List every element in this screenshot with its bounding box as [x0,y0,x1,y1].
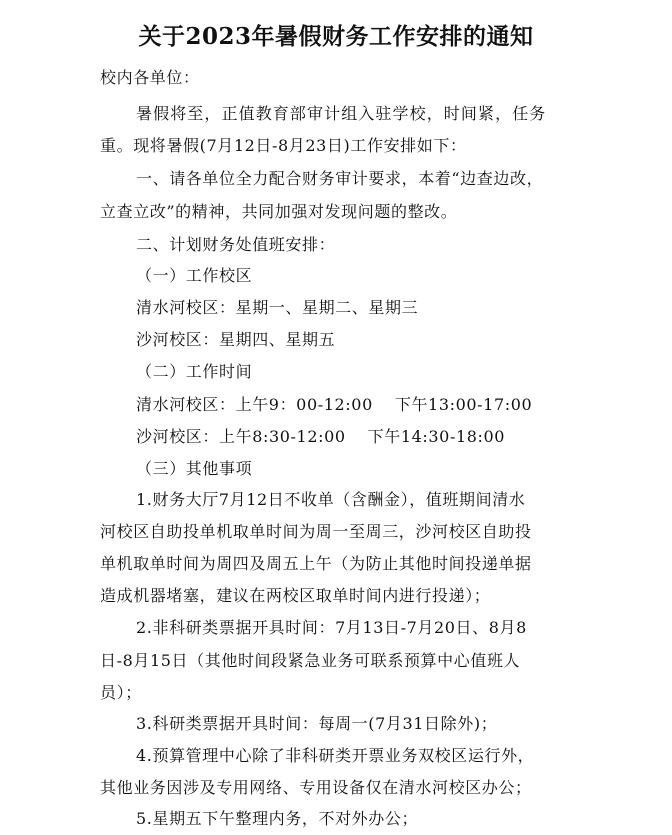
item-1-line-4: 造成机器堵塞，建议在两校区取单时间内进行投递）； [100,586,491,605]
item-4-line-2: 其他业务因涉及专用网络、专用设备仅在清水河校区办公； [100,778,532,797]
item-1-line-1: 1.财务大厅7月12日不收单（含酬金），值班期间清水 [136,490,526,509]
section-3-heading: （三）其他事项 [136,459,253,478]
salutation: 校内各单位： [100,68,200,87]
section-2-heading: （二）工作时间 [136,362,253,381]
item-1-line-2: 河校区自助投单机取单时间为周一至周三，沙河校区自助投 [100,522,532,541]
point-1-line-1: 一、请各单位全力配合财务审计要求，本着“边查边改， [136,169,544,188]
campus-qingshuihe-hours [136,394,532,416]
campus-shahe-hours [136,426,505,448]
point-2-heading: 二、计划财务处值班安排： [136,235,336,254]
point-1-line-2: 立查立改”的精神，共同加强对发现问题的整改。 [100,202,458,221]
item-2-line-2: 日-8月15日（其他时间段紧急业务可联系预算中心值班人 [100,651,521,670]
item-2-line-3: 员）； [100,683,142,702]
item-5: 5.星期五下午整理内务，不对外办公； [136,809,419,828]
item-3: 3.科研类票据开具时间：每周一(7月31日除外)； [136,714,498,733]
campus-qingshuihe-days: 清水河校区：星期一、星期二、星期三 [136,298,419,317]
item-1-line-3: 单机取单时间为周四及周五上午（为防止其他时间投递单据 [100,554,532,573]
shahe-morning-hours: 沙河校区：上午8:30-12:00 [136,427,346,446]
campus-shahe-days: 沙河校区：星期四、星期五 [136,330,336,349]
shahe-afternoon-hours: 下午14:30-18:00 [367,427,506,446]
item-4-line-1: 4.预算管理中心除了非科研类开票业务双校区运行外， [136,746,535,765]
intro-line-2: 重。现将暑假(7月12日-8月23日)工作安排如下： [100,136,467,155]
item-2-line-1: 2.非科研类票据开具时间：7月13日-7月20日、8月8 [136,618,527,637]
qingshuihe-morning-hours: 清水河校区：上午9：00-12:00 [136,395,373,414]
qingshuihe-afternoon-hours: 下午13:00-17:00 [394,395,533,414]
intro-line-1: 暑假将至，正值教育部审计组入驻学校，时间紧，任务 [136,104,547,123]
document-title: 关于2023年暑假财务工作安排的通知 [138,23,534,50]
section-1-heading: （一）工作校区 [136,266,253,285]
